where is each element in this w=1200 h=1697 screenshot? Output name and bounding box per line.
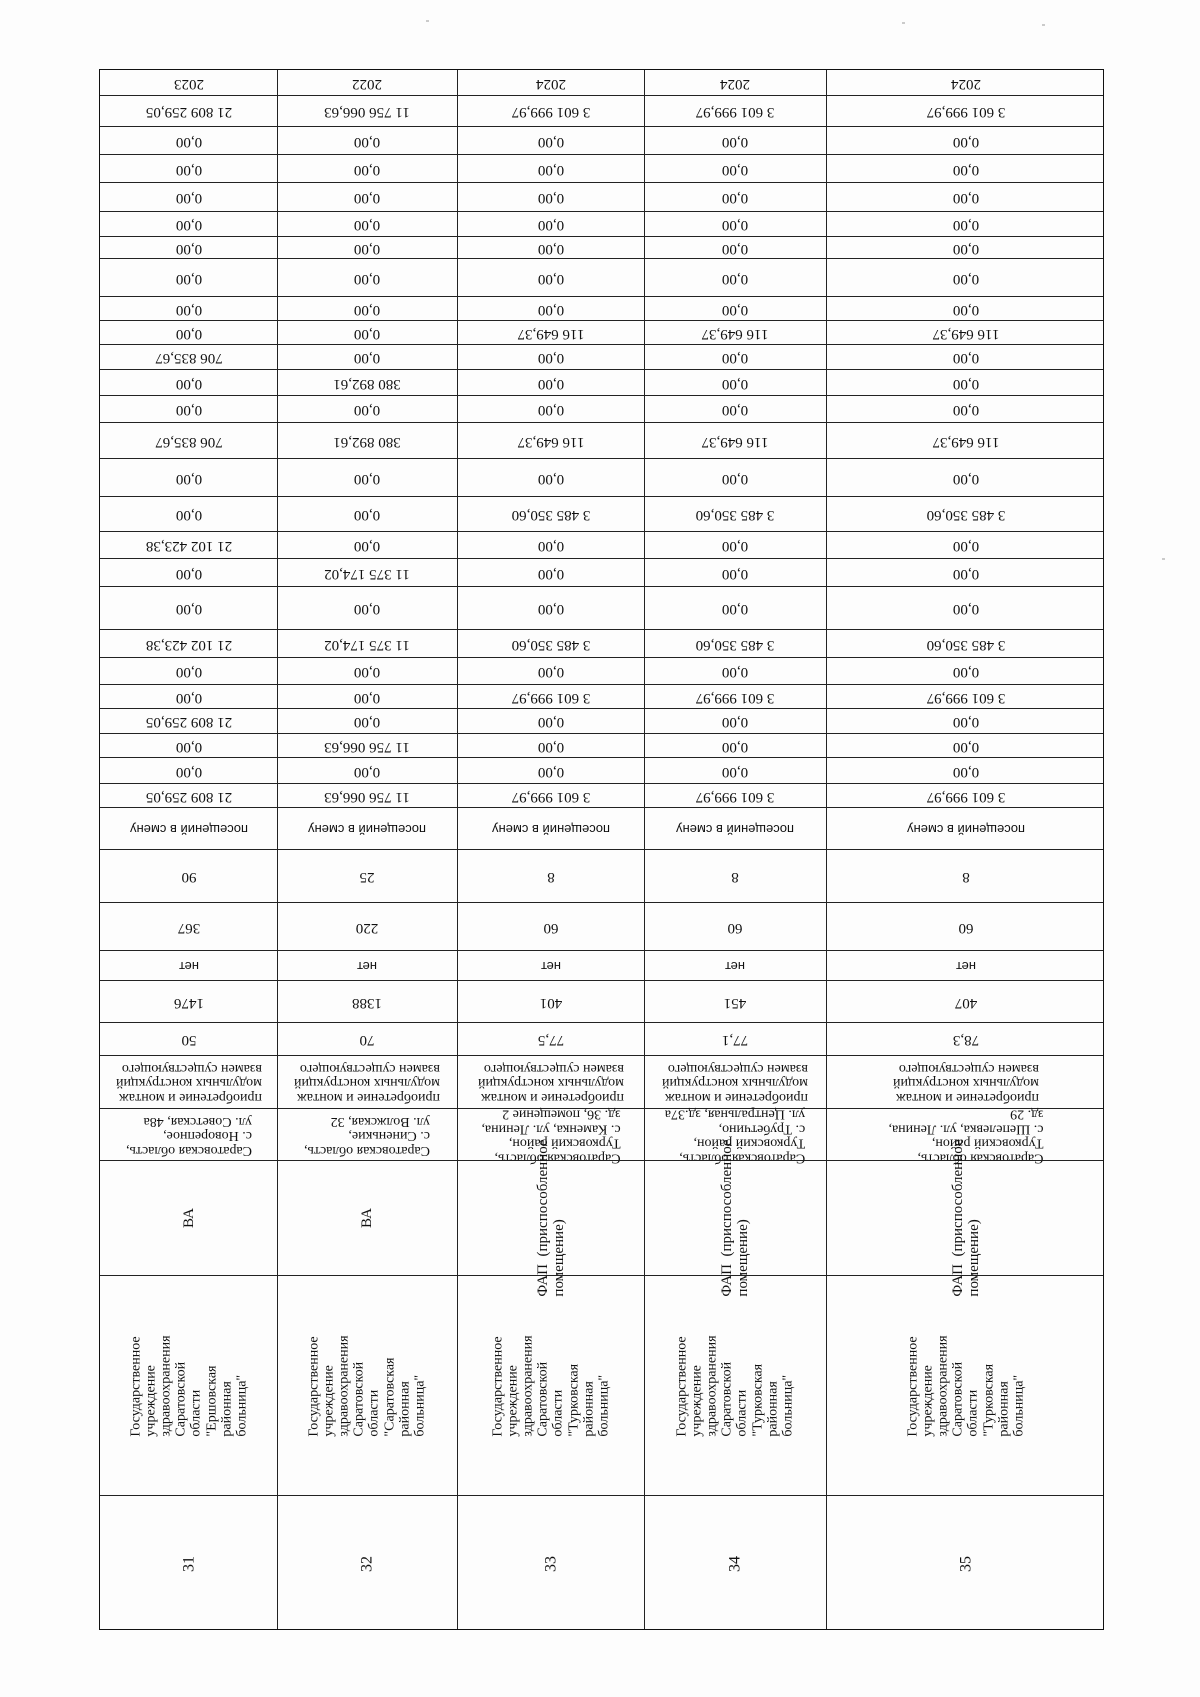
table-cell: 0,00 <box>353 506 381 523</box>
table-cell: 0,00 <box>721 600 749 617</box>
table-cell: 11 756 066,63 <box>324 103 410 120</box>
scan-speck <box>902 22 905 24</box>
table-cell: 0,00 <box>353 537 381 554</box>
table-cell: 2024 <box>720 75 750 92</box>
table-cell: 0,00 <box>721 189 749 206</box>
table-row-r19 <box>100 586 1103 629</box>
row-number-cell: 31 <box>179 1555 197 1572</box>
data-table <box>99 69 1104 1630</box>
table-cell: 3 601 999,97 <box>511 103 590 120</box>
table-cell: 3 601 999,97 <box>926 103 1005 120</box>
table-cell: 3 601 999,97 <box>926 689 1005 706</box>
row-number-cell: 34 <box>726 1555 744 1572</box>
table-cell: нет <box>178 958 199 974</box>
table-cell: 11 375 174,02 <box>324 636 410 653</box>
table-cell: 77,1 <box>721 1031 749 1048</box>
table-row-r31 <box>100 980 1103 1022</box>
table-cell: 0,00 <box>537 537 564 554</box>
table-cell: 0,00 <box>537 470 564 487</box>
table-cell: 0,00 <box>537 738 564 755</box>
table-cell: 451 <box>723 994 747 1011</box>
table-row-r20 <box>100 629 1103 657</box>
table-cell: Государственное учреждение здравоохранения Саратовской области "Турковская районная больница" <box>490 1334 611 1437</box>
table-cell: 0,00 <box>537 401 564 418</box>
table-cell: 0,00 <box>721 763 749 780</box>
table-cell: 0,00 <box>537 663 564 680</box>
table-cell: 0,00 <box>952 133 979 150</box>
table-row-r24 <box>100 733 1103 757</box>
table-cell: 0,00 <box>353 763 381 780</box>
table-cell: 116 649,37 <box>517 325 584 342</box>
table-cell: 0,00 <box>952 301 979 318</box>
table-cell: нет <box>540 958 561 974</box>
table-cell: 2022 <box>352 75 382 92</box>
table-cell: 0,00 <box>952 270 979 287</box>
table-cell: 0,00 <box>175 600 202 617</box>
table-cell: 60 <box>958 919 973 936</box>
table-row-institution <box>100 1275 1103 1495</box>
table-cell: 0,00 <box>952 713 979 730</box>
table-cell: 0,00 <box>175 689 202 706</box>
table-row-year <box>100 70 1103 95</box>
table-cell: приобретение и монтаж модульных конструкций взамен существующего <box>892 1060 1039 1106</box>
table-cell: 0,00 <box>175 470 202 487</box>
table-cell: Саратовская область, с. Новорепное, ул. Советская, 48а <box>125 1113 252 1158</box>
table-cell: ФАП (приспособленное помещение) <box>534 1139 567 1297</box>
table-cell: 3 601 999,97 <box>695 689 775 706</box>
table-row-r21 <box>100 657 1103 684</box>
table-cell: Саратовская область, Турковский район, с. Шепелевка, ул. Ленина, зд. 29 <box>887 1105 1044 1165</box>
table-cell: Саратовская область, с. Синенькие, ул. Волжская, 32 <box>303 1113 431 1158</box>
table-cell: ФАП (приспособленное помещение) <box>949 1139 982 1297</box>
table-cell: 0,00 <box>537 713 564 730</box>
table-cell: посещений в смену <box>308 821 426 837</box>
table-cell: 0,00 <box>721 216 749 233</box>
table-cell: 8 <box>961 868 970 885</box>
table-row-r30 <box>100 950 1103 980</box>
table-cell: 21 809 259,05 <box>145 788 232 805</box>
table-cell: 0,00 <box>952 375 979 392</box>
table-cell: 21 102 423,38 <box>145 537 232 554</box>
table-cell: 60 <box>727 919 743 936</box>
table-cell: 0,00 <box>175 738 202 755</box>
table-cell: 0,00 <box>175 763 202 780</box>
table-cell: 50 <box>181 1031 196 1048</box>
table-cell: 0,00 <box>721 663 749 680</box>
table-row-r22 <box>100 684 1103 708</box>
table-cell: посещений в смену <box>491 821 610 837</box>
table-cell: 0,00 <box>353 470 381 487</box>
table-row-r29 <box>100 902 1103 950</box>
table-cell: 0,00 <box>175 301 202 318</box>
table-cell: 0,00 <box>537 240 564 257</box>
table-cell: 2023 <box>173 75 204 92</box>
table-cell: 70 <box>359 1031 375 1048</box>
table-cell: 0,00 <box>721 565 749 582</box>
table-cell: 25 <box>359 868 375 885</box>
table-cell: 0,00 <box>175 161 202 178</box>
table-cell: 0,00 <box>952 738 979 755</box>
table-row-r5 <box>100 182 1103 211</box>
table-row-facility-type <box>100 1139 1103 1297</box>
table-row-capacity <box>100 849 1103 902</box>
table-cell: 401 <box>539 994 562 1011</box>
table-cell: 0,00 <box>721 375 749 392</box>
table-cell: 90 <box>181 868 196 885</box>
table-cell: 0,00 <box>952 537 979 554</box>
table-row-r3 <box>100 126 1103 154</box>
table-cell: 21 809 259,05 <box>145 103 232 120</box>
row-number-cell: 32 <box>358 1555 376 1572</box>
table-row-capacity-unit <box>100 807 1103 849</box>
table-cell: приобретение и монтаж модульных конструкций взамен существующего <box>477 1060 624 1106</box>
table-cell: 116 649,37 <box>932 433 999 450</box>
table-cell: 706 835,67 <box>154 433 223 450</box>
table-cell: 3 601 999,97 <box>695 788 775 805</box>
table-cell: 11 756 066,63 <box>324 788 410 805</box>
table-cell: Саратовская область, Турковский район, с. Каменка, ул. Ленина, зд. 36, помещение 2 <box>480 1105 621 1165</box>
table-row-r26 <box>100 783 1103 807</box>
table-cell: Государственное учреждение здравоохранения Саратовской области "Турковская районная больница" <box>905 1334 1026 1437</box>
table-cell: 0,00 <box>353 240 381 257</box>
table-cell: 0,00 <box>952 240 979 257</box>
table-row-r12 <box>100 369 1103 395</box>
table-cell: 0,00 <box>537 375 564 392</box>
table-cell: 2024 <box>950 75 981 92</box>
table-cell: 0,00 <box>537 189 564 206</box>
table-cell: посещений в смену <box>906 821 1025 837</box>
table-cell: 0,00 <box>952 470 979 487</box>
scan-speck <box>1162 558 1165 560</box>
row-number-cell: 33 <box>541 1555 559 1572</box>
table-cell: 3 601 999,97 <box>926 788 1005 805</box>
table-cell: приобретение и монтаж модульных конструкций взамен существующего <box>115 1060 262 1106</box>
table-cell: 0,00 <box>175 216 202 233</box>
table-cell: 3 601 999,97 <box>511 689 590 706</box>
table-row-r7 <box>100 236 1103 258</box>
table-cell: 0,00 <box>537 349 564 366</box>
table-cell: Саратовская область, Турковский район, с. Трубетчино, ул. Центральная, зд.37а <box>664 1105 806 1165</box>
table-cell: 0,00 <box>721 161 749 178</box>
table-cell: 0,00 <box>175 565 202 582</box>
table-row-r13 <box>100 395 1103 422</box>
table-cell: 0,00 <box>353 301 381 318</box>
table-cell: 0,00 <box>175 375 202 392</box>
table-row-r25 <box>100 757 1103 783</box>
table-cell: 3 485 350,60 <box>926 636 1005 653</box>
table-cell: 0,00 <box>175 240 202 257</box>
table-cell: 8 <box>731 868 739 885</box>
table-cell: 0,00 <box>952 401 979 418</box>
table-row-r18 <box>100 558 1103 586</box>
table-cell: 0,00 <box>353 325 381 342</box>
table-cell: 0,00 <box>175 663 202 680</box>
table-cell: 0,00 <box>952 161 979 178</box>
table-cell: 0,00 <box>952 763 979 780</box>
table-cell: Государственное учреждение здравоохранения Саратовской области "Саратовская районная больница" <box>306 1334 428 1437</box>
table-cell: 116 649,37 <box>701 325 769 342</box>
table-cell: 0,00 <box>537 600 564 617</box>
table-cell: 60 <box>543 919 558 936</box>
table-cell: 21 102 423,38 <box>145 636 232 653</box>
table-cell: 0,00 <box>952 189 979 206</box>
table-cell: 0,00 <box>537 133 564 150</box>
table-cell: 0,00 <box>353 133 381 150</box>
table-row-r17 <box>100 531 1103 558</box>
table-cell: нет <box>955 958 976 974</box>
table-cell: ВА <box>358 1208 375 1228</box>
table-cell: 116 649,37 <box>517 433 584 450</box>
table-cell: 77,5 <box>537 1031 564 1048</box>
table-row-r6 <box>100 211 1103 236</box>
table-cell: 0,00 <box>721 301 749 318</box>
table-cell: 0,00 <box>353 270 381 287</box>
table-cell: 407 <box>954 994 977 1011</box>
table-cell: 3 485 350,60 <box>926 506 1005 523</box>
table-row-work-type <box>100 1055 1103 1108</box>
table-row-total-budget-1 <box>100 95 1103 126</box>
row-number-cell: 35 <box>956 1555 974 1572</box>
table-cell: 8 <box>546 868 555 885</box>
table-cell: 21 809 259,05 <box>145 713 232 730</box>
table-cell: 0,00 <box>952 349 979 366</box>
table-row-r16 <box>100 496 1103 531</box>
table-row-r8 <box>100 258 1103 296</box>
table-cell: посещений в смену <box>129 821 248 837</box>
table-cell: 380 892,61 <box>333 375 401 392</box>
table-cell: 0,00 <box>721 133 749 150</box>
table-cell: 0,00 <box>175 133 202 150</box>
table-row-r32 <box>100 1022 1103 1055</box>
table-cell: 0,00 <box>721 240 749 257</box>
table-cell: 3 485 350,60 <box>695 506 775 523</box>
table-row-r9 <box>100 296 1103 320</box>
table-cell: 116 649,37 <box>701 433 769 450</box>
table-cell: 2024 <box>535 75 566 92</box>
table-cell: 0,00 <box>353 689 381 706</box>
table-cell: 0,00 <box>952 600 979 617</box>
table-cell: 3 485 350,60 <box>511 506 590 523</box>
table-row-r14 <box>100 422 1103 458</box>
table-row-number <box>100 1495 1103 1631</box>
table-row-r15 <box>100 458 1103 496</box>
table-cell: приобретение и монтаж модульных конструкций взамен существующего <box>294 1060 440 1106</box>
table-cell: 11 375 174,02 <box>324 565 410 582</box>
table-cell: 0,00 <box>537 216 564 233</box>
table-cell: посещений в смену <box>676 821 794 837</box>
table-cell: 0,00 <box>721 738 749 755</box>
table-cell: 0,00 <box>175 325 202 342</box>
table-cell: 0,00 <box>353 600 381 617</box>
table-cell: 0,00 <box>175 270 202 287</box>
table-cell: 0,00 <box>721 713 749 730</box>
table-cell: 0,00 <box>721 349 749 366</box>
table-cell: 0,00 <box>952 565 979 582</box>
table-cell: 0,00 <box>721 401 749 418</box>
table-cell: 1476 <box>173 994 204 1011</box>
table-cell: 0,00 <box>537 301 564 318</box>
table-cell: 706 835,67 <box>154 349 223 366</box>
table-cell: 0,00 <box>175 189 202 206</box>
table-cell: 0,00 <box>537 161 564 178</box>
table-row-r11 <box>100 344 1103 369</box>
table-cell: 3 601 999,97 <box>695 103 775 120</box>
table-cell: 0,00 <box>353 663 381 680</box>
table-cell: 3 485 350,60 <box>511 636 590 653</box>
table-cell: ФАП (приспособленное помещение) <box>718 1139 751 1297</box>
table-row-r23 <box>100 708 1103 733</box>
table-cell: нет <box>725 958 745 974</box>
table-row-r4 <box>100 154 1103 182</box>
table-cell: приобретение и монтаж модульных конструкций взамен существующего <box>662 1060 808 1106</box>
scan-speck <box>426 20 429 22</box>
table-row-r10 <box>100 320 1103 344</box>
table-cell: 220 <box>355 919 379 936</box>
table-cell: Государственное учреждение здравоохранения Саратовской области "Турковская районная больница" <box>674 1334 796 1437</box>
table-cell: 0,00 <box>721 537 749 554</box>
table-cell: 0,00 <box>952 216 979 233</box>
table-cell: 0,00 <box>353 349 381 366</box>
table-cell: 0,00 <box>175 401 202 418</box>
table-cell: 380 892,61 <box>333 433 401 450</box>
table-cell: 0,00 <box>537 763 564 780</box>
table-cell: 11 756 066,63 <box>324 738 410 755</box>
table-cell: 0,00 <box>537 270 564 287</box>
table-cell: Государственное учреждение здравоохранения Саратовской области "Ершовская районная больница" <box>128 1334 249 1437</box>
table-cell: 78,3 <box>952 1031 979 1048</box>
table-cell: 0,00 <box>353 401 381 418</box>
table-cell: 0,00 <box>721 270 749 287</box>
table-cell: 116 649,37 <box>932 325 999 342</box>
table-cell: ВА <box>180 1208 197 1228</box>
table-cell: 1388 <box>352 994 382 1011</box>
table-cell: 3 601 999,97 <box>511 788 590 805</box>
table-cell: 0,00 <box>537 565 564 582</box>
scan-speck <box>1042 24 1045 26</box>
table-cell: 0,00 <box>175 506 202 523</box>
table-cell: 3 485 350,60 <box>695 636 775 653</box>
table-cell: 0,00 <box>952 663 979 680</box>
table-cell: 0,00 <box>353 161 381 178</box>
table-cell: 0,00 <box>721 470 749 487</box>
table-cell: 0,00 <box>353 189 381 206</box>
table-cell: 0,00 <box>353 216 381 233</box>
table-cell: нет <box>357 958 377 974</box>
table-cell: 0,00 <box>353 713 381 730</box>
table-cell: 367 <box>177 919 200 936</box>
